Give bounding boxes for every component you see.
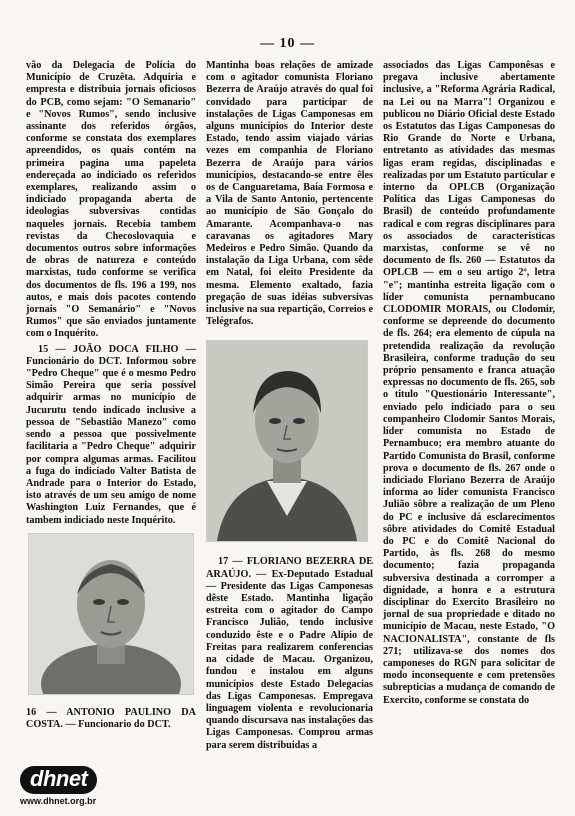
column3-paragraph-1: associados das Ligas Camponêsas e pregava inclusive abertamente inclusive, a "Reforma Agrária Radical, na Lei ou na Marra"! Organizou e publicou no Diário Oficial deste Estado os Estatutos das Ligas Camponesas do Rio Grande do Norte e Urbana, entretanto as atividades das mesmas ligas eram regidas, disciplinadas e realizadas por um Estatuto particular e interno da OPLCB (Organização Política das Ligas Camponesas do Brasil) de conteúdo profundamente radical e com regras disciplinares para os associados de caracteristicas marxistas, conforme se vê no documento de fls. 260 — Estatutos da OPLCB — em o seu artigo 2º, letra "e"; mantinha estreita ligação com o líder comunista pernambucano CLODOMIR MORAIS, ou Clodomir, conforme se depreende do documento de fls. 264; era elemento de cúpula na pretendida realização da revolução Brasileira, conforme tradução do seu próprio pensamento e franca atuação expressas no documento de fls. 265, sob o titulo "Questionário Interessante", enviado pelo indiciado para o seu companheiro Clodomir Santos Morais, líder comunista no Estado de Pernambuco; era membro atuante do Partido Comunista do Brasil, conforme prova o documento de fls. 267 onde o indiciado Floriano Bezerra de Araújo informa ao líder comunista Francisco Julião sôbre a realização de um Pleno do PC e inclusive dá esclarecimentos sôbre atividades do Comitê Estadual do PC e do Comitê Nacional do Partido, às fls. 268 do mesmo documento; fazia propaganda subversiva destinada a corromper a dignidade, a honra e a estrutura disciplinar do Exercito Brasileiro no jornal de sua propriedade e ditado no município de Macau, neste Estado, "O NACIONALISTA", constante de fls 271; utilizava-se dos nomes dos camponeses do RGN para solicitar de modo inconsequente e com pretensões subrepticias a mudança de comando de Exercito, conforme se constata do xyxy=(383,60,555,706)
column2-paragraph-1: Mantinha boas relações de amizade com o agitador comunista Floriano Bezerra de Araújo através do qual foi convidado para participar de instalações de Ligas Camponesas em alguns municípios do Interior deste Estado, tendo assim viajado várias vezes em companhia de Floriano Bezerra de Araújo para vários municípios, destacando-se entre êles os de Canguaretama, Baía Formosa e a Vila de Santo Antonio, pertencente ao município de São Gonçalo do Amarante. Acompanhava-o nas caravanas os agitadores Mary Medeiros e Pedro Simão. Quando da instalação da Liga Urbana, com sêde em Natal, foi eleito Presidente da mesma. Elemento exaltado, fazia pregação de suas idéias subversivas inclusive na sua repartição, Correios e Telégrafos. xyxy=(206,60,373,328)
column2-paragraph-2: 17 — FLORIANO BEZERRA DE ARAÚJO. — Ex-Deputado Estadual — Presidente das Ligas Camponesas dêste Estado. Mantinha ligação estreita com o agitador do Campo Francisco Julião, tendo inclusive conduzido êste e o Padre Alípio de Freitas para realizarem conferencias na cidade de Macau. Organizou, fundou e instalou em alguns municípios deste Estado Delegacias das Ligas Camponesas. Empregava linguagem violenta e revolucionaria quando discursava nas instalações das Ligas Camponesas. Comprou armas para serem distribuidas a xyxy=(206,556,373,751)
page-number: — 10 — xyxy=(260,36,315,51)
column-3 xyxy=(383,60,555,710)
column-2 xyxy=(206,60,373,755)
dhnet-logo xyxy=(20,766,97,806)
caption-antonio-paulino: 16 — ANTONIO PAULINO DA COSTA. — Funcionario do DCT. xyxy=(26,706,196,730)
column-1 xyxy=(26,60,196,734)
portrait-photo-antonio-paulino xyxy=(28,533,194,695)
column1-paragraph-1: vão da Delegacia de Polícia do Município de Cruzêta. Adquiria e empresta e distribuia jornais oficiosos do PCB, como sejam: "O Semanario" e "Novos Rumos", sendo inclusive assinante dos referidos órgãos, conforme se constata dos exemplares apreendidos, os quais contém na primeira pagina uma papeleta endereçada ao indiciado os referidos exemplares, realizando assim o indiciado propaganda aberta de ideologias subversivas contidas naqueles jornais. Recebia tambem revistas da Checoslovaquia e documentos outros sobre informações de obras de natureza e conteúdo marxistas, tudo conforme se verifica dos documentos de fls. 196 a 199, nos autos, e mais dois pacotes contendo jornais "O Semanário" e "Novos Rumos" que são enviados juntamente com o Inquérito. xyxy=(26,60,196,340)
column1-paragraph-2: 15 — JOÃO DOCA FILHO — Funcionário do DCT. Informou sobre "Pedro Cheque" que é o mesmo Pedro Simão Pereira que seria possível adquirir armas no município de Jucurutu tendo indicado inclusive a pessoa de "Sebastião Manezo" como sendo a pessoa que possivelmente facilitaria a "Pedro Cheque" adquirir por compra algumas armas. Facilitou a fuga do indiciado Valter Batista de Andrade para o Interior do Estado, isto através de um seu amigo de nome Washington Luiz Fernandes, que é tambem indiciado neste Inquérito. xyxy=(26,343,196,526)
logo-url: www.dhnet.org.br xyxy=(20,796,97,806)
logo-mark: dhnet xyxy=(20,766,97,794)
portrait-photo-floriano-bezerra xyxy=(206,340,368,542)
